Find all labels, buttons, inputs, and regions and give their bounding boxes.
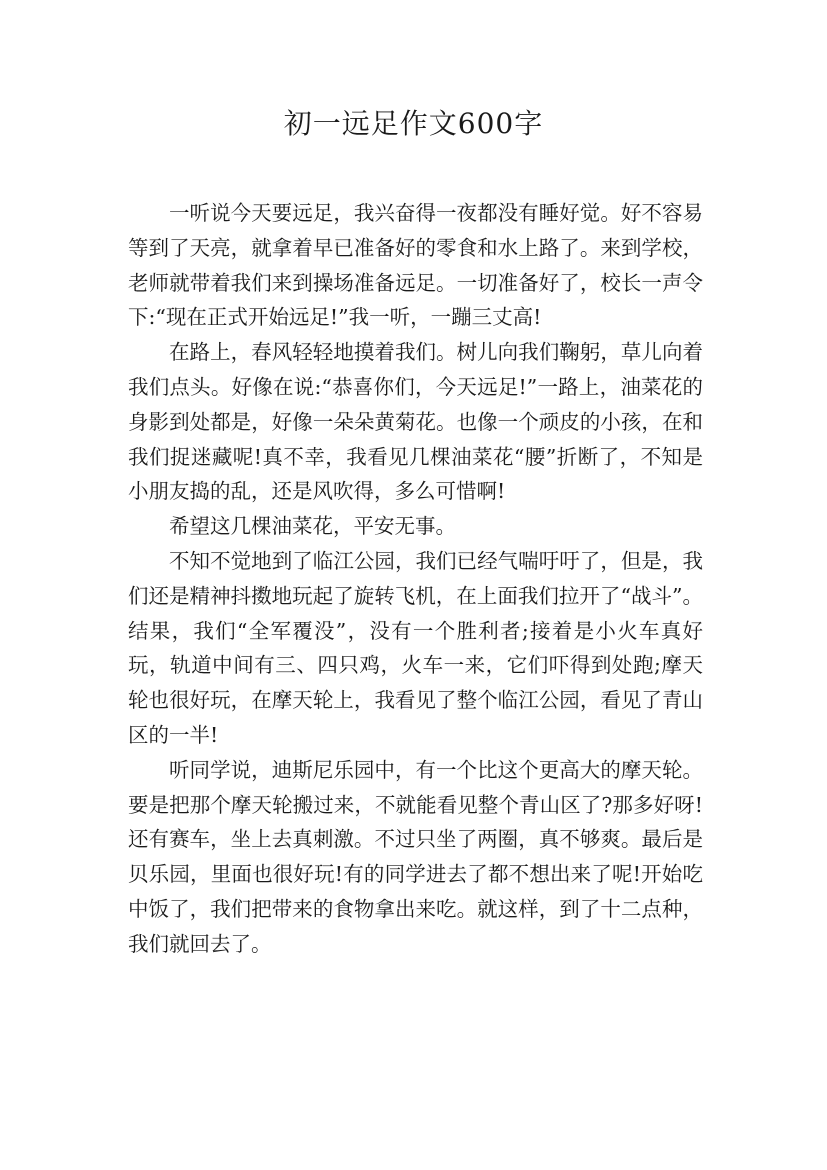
paragraph-1: 一听说今天要远足，我兴奋得一夜都没有睡好觉。好不容易等到了天亮，就拿着早已准备好的零食和水上路了。来到学校，老师就带着我们来到操场准备远足。一切准备好了，校长一声令下:“现在正式开始远足!”我一听，一蹦三丈高! [128,201,703,330]
document-body [128,196,703,962]
document-title: 初一远足作文600字 [283,107,544,140]
paragraph-3: 希望这几棵油菜花，平安无事。 [169,514,456,539]
paragraph-2: 在路上，春风轻轻地摸着我们。树儿向我们鞠躬，草儿向着我们点头。好像在说:“恭喜你们，今天远足!”一路上，油菜花的身影到处都是，好像一朵朵黄菊花。也像一个顽皮的小孩，在和我们捉迷藏呢!真不幸，我看见几棵油菜花“腰”折断了，不知是小朋友捣的乱，还是风吹得，多么可惜啊! [128,340,703,504]
paragraph-5: 听同学说，迪斯尼乐园中，有一个比这个更高大的摩天轮。要是把那个摩天轮搬过来，不就能看见整个青山区了?那多好呀!还有赛车，坐上去真刺激。不过只坐了两圈，真不够爽。最后是贝乐园，里面也很好玩!有的同学进去了都不想出来了呢!开始吃中饭了，我们把带来的食物拿出来吃。就这样，到了十二点种，我们就回去了。 [128,757,703,956]
paragraph-4: 不知不觉地到了临江公园，我们已经气喘吁吁了，但是，我们还是精神抖擞地玩起了旋转飞机，在上面我们拉开了“战斗”。结果，我们“全军覆没”，没有一个胜利者;接着是小火车真好玩，轨道中间有三、四只鸡，火车一来，它们吓得到处跑;摩天轮也很好玩，在摩天轮上，我看见了整个临江公园，看见了青山区的一半! [128,548,703,747]
